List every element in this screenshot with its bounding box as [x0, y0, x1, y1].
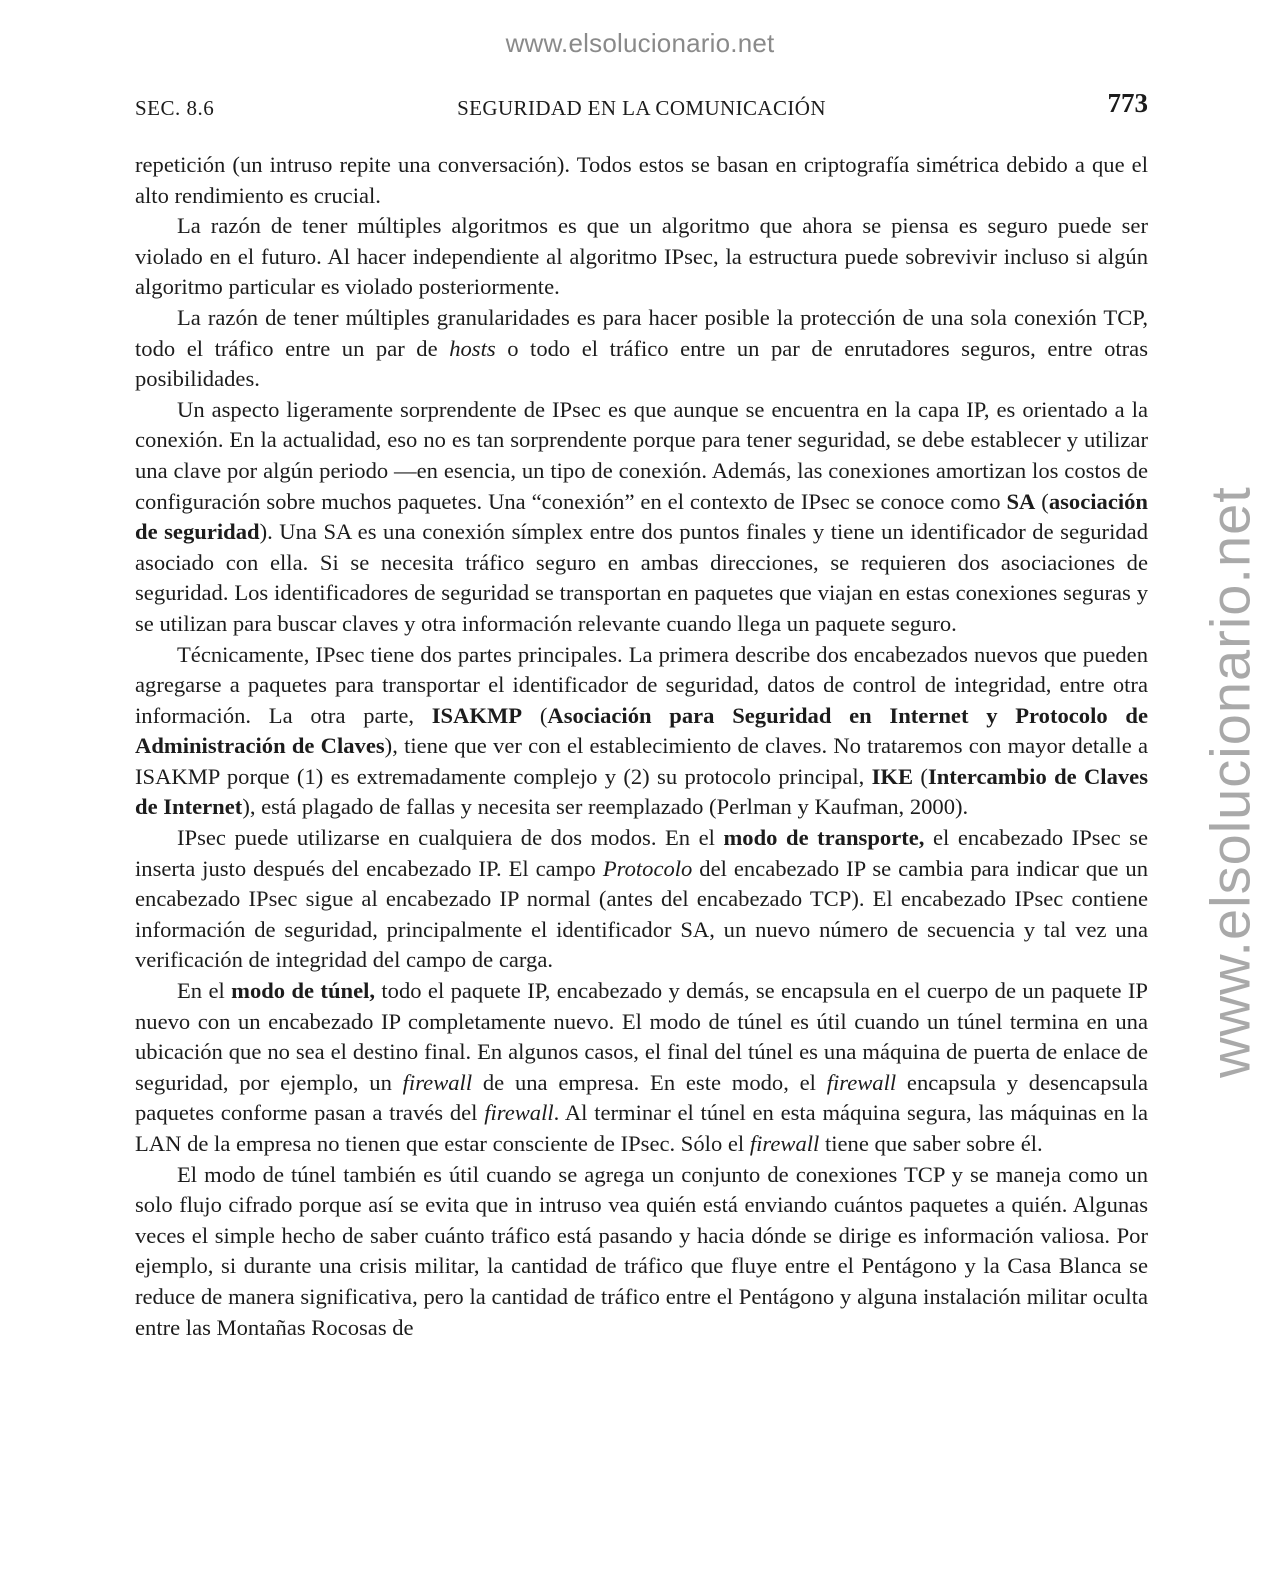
- text-run: ),: [384, 733, 398, 759]
- body-text: [135, 150, 1148, 1343]
- chapter-section-title: SEGURIDAD EN LA COMUNICACIÓN: [457, 96, 826, 120]
- text-run: del encabezado IP se cambia para indicar que un encabezado IPsec sigue al encabezado IP normal (antes del encabezado TCP). El encabezado IPsec contiene información de seguridad, principalmente el identificador SA, un nuevo número de secuencia y tal vez una verificación de integridad del campo de carga.: [135, 855, 1148, 973]
- paragraph: [135, 150, 1148, 211]
- text-run: está plagado de fallas y necesita ser reemplazado (Perlman y Kaufman, 2000).: [255, 794, 969, 820]
- text-run: Técnicamente, IPsec tiene dos partes principales. La primera describe dos encabezados nuevos que pueden agregarse a paquetes para transportar el identificador de seguridad, datos de control de integridad, entre otra información. La otra parte,: [135, 641, 1148, 728]
- text-run: o todo el tráfico entre un par de enrutadores seguros, entre otras posibilidades.: [135, 335, 1149, 392]
- italic-term: firewall: [402, 1069, 473, 1095]
- bold-term: modo de transporte,: [723, 825, 925, 851]
- text-run: La razón de tener múltiples granularidades es para hacer posible la protección de una sola conexión TCP, todo el tráfico entre un par de: [135, 304, 1148, 361]
- text-run: (: [522, 702, 548, 728]
- paragraph: [135, 303, 1148, 395]
- paragraph: [135, 640, 1148, 824]
- text-run: el encabezado IPsec se inserta justo después del encabezado IP. El campo: [135, 825, 1149, 881]
- bold-term: IKE: [871, 763, 914, 789]
- text-run: IPsec puede utilizarse en cualquiera de dos modos. En el: [177, 825, 724, 851]
- text-run: La razón de tener múltiples algoritmos es que un algoritmo que ahora se piensa es seguro puede ser violado en el futuro. Al hacer independiente al algoritmo IPsec, la estructura puede sobrevivir incluso si algún algoritmo particular es violado posteriormente.: [135, 213, 1148, 300]
- text-run: (: [913, 763, 928, 789]
- bold-term: ISAKMP: [431, 702, 523, 728]
- italic-term: hosts: [449, 335, 496, 361]
- paragraph: [135, 211, 1148, 303]
- paragraph: [135, 1160, 1148, 1344]
- bold-term: Intercambio de Claves de Internet: [135, 763, 1149, 820]
- text-run: Una SA es una conexión símplex entre dos puntos finales y tiene un identificador de seguridad asociado con ella. Si se necesita tráfico seguro en ambas direcciones, se requieren dos asociaciones de seguridad. Los identificadores de seguridad se transportan en paquetes que viajan en estas conexiones seguras y se utilizan para buscar claves y otra información relevante cuando llega un paquete seguro.: [135, 519, 1148, 636]
- bold-term: modo de túnel,: [231, 978, 376, 1004]
- text-run: . Al terminar el túnel en esta máquina segura, las máquinas en la LAN de la empresa no tienen que estar consciente de IPsec. Sólo el: [135, 1100, 1148, 1156]
- italic-term: Protocolo: [602, 855, 693, 881]
- text-run: tiene que ver con el establecimiento de claves. No trataremos con mayor detalle a ISAKMP porque (1) es extremadamente complejo y (2) su protocolo principal,: [135, 733, 1148, 789]
- italic-term: firewall: [826, 1069, 897, 1095]
- paragraph: [135, 395, 1148, 640]
- text-run: (: [1035, 488, 1049, 514]
- running-head: [135, 88, 1148, 124]
- section-number: SEC. 8.6: [135, 96, 215, 120]
- text-run: ),: [242, 794, 256, 820]
- italic-term: firewall: [484, 1100, 554, 1126]
- paragraph: [135, 823, 1148, 976]
- text-run: ).: [259, 519, 273, 545]
- text-run: todo el paquete IP, encabezado y demás, se encapsula en el cuerpo de un paquete IP nuevo con un encabezado IP completamente nuevo. El modo de túnel es útil cuando un túnel termina en una ubicación que no sea el destino final. En algunos casos, el final del túnel es una máquina de puerta de enlace de seguridad, por ejemplo, un: [135, 978, 1148, 1095]
- watermark-url-top: www.elsolucionario.net: [505, 28, 775, 58]
- text-run: En el: [177, 978, 232, 1004]
- bold-term: SA: [1006, 488, 1036, 514]
- italic-term: firewall: [749, 1131, 820, 1156]
- text-run: de una empresa. En este modo, el: [472, 1069, 827, 1095]
- bold-term: asociación de seguridad: [135, 488, 1148, 545]
- text-run: Un aspecto ligeramente sorprendente de IPsec es que aunque se encuentra en la capa IP, es orientado a la conexión. En la actualidad, eso no es tan sorprendente porque para tener seguridad, se debe establecer y utilizar una clave por algún periodo —en esencia, un tipo de conexión. Además, las conexiones amortizan los costos de configuración sobre muchos paquetes. Una “conexión” en el contexto de IPsec se conoce como: [135, 396, 1148, 514]
- text-run: El modo de túnel también es útil cuando se agrega un conjunto de conexiones TCP y se maneja como un solo flujo cifrado porque así se evita que in intruso vea quién está enviando cuántos paquetes a quién. Algunas veces el simple hecho de saber cuánto tráfico está pasando y hacia dónde se dirige es información valiosa. Por ejemplo, si durante una crisis militar, la cantidad de tráfico que fluye entre el Pentágono y la Casa Blanca se reduce de manera significativa, pero la cantidad de tráfico entre el Pentágono y alguna instalación militar oculta entre las Montañas Rocosas de: [135, 1161, 1148, 1340]
- paragraph: [135, 976, 1148, 1160]
- watermark-url-side: www.elsolucionario.net: [1198, 486, 1262, 1078]
- text-run: tiene que saber sobre él.: [819, 1131, 1043, 1156]
- text-run: encapsula y desencapsula paquetes conforme pasan a través del: [135, 1069, 1149, 1126]
- text-run: repetición (un intruso repite una conversación). Todos estos se basan en criptografía simétrica debido a que el alto rendimiento es crucial.: [135, 152, 1148, 208]
- page-number: 773: [1107, 88, 1148, 118]
- bold-term: Asociación para Seguridad en Internet y Protocolo de Administración de Claves: [135, 702, 1148, 759]
